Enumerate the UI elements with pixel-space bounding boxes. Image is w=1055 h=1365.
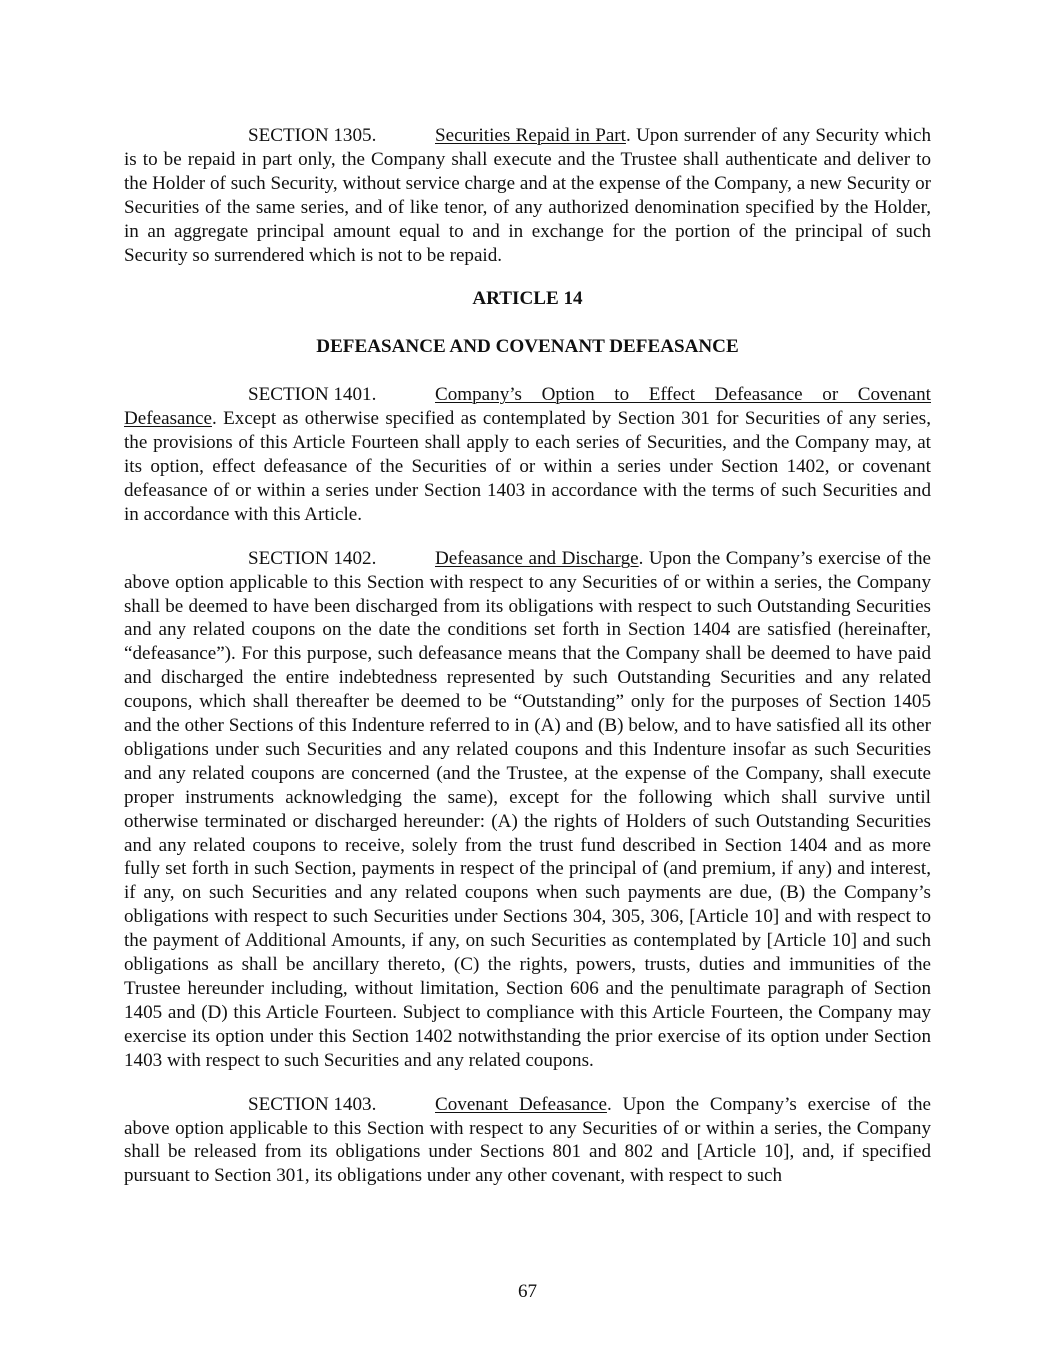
article-title: DEFEASANCE AND COVENANT DEFEASANCE	[316, 336, 739, 358]
section-1401-title: Company’s Option to Effect Defeasance or Covenant Defeasance	[124, 384, 931, 430]
page-number: 67	[517, 1281, 538, 1302]
section-1402	[124, 547, 931, 1073]
section-1402-body: . Upon the Company’s exercise of the above option applicable to this Section with respect to any Securities of or within a series, the Company shall be deemed to have been discharged from its obligations with respect to such Outstanding Securities and any related coupons on the date the conditions set forth in Section 1404 are satisfied (hereinafter, “defeasance”). For this purpose, such defeasance means that the Company shall be deemed to have paid and discharged the entire indebtedness represented by such Outstanding Securities and any related coupons, which shall thereafter be deemed to be “Outstanding” only for the purposes of Section 1405 and the other Sections of this Indenture referred to in (A) and (B) below, and to have satisfied all its other obligations under such Securities and any related coupons and this Indenture insofar as such Securities and any related coupons are concerned (and the Trustee, at the expense of the Company, shall execute proper instruments acknowledging the same), except for the following which shall survive until otherwise terminated or discharged hereunder: (A) the rights of Holders of such Outstanding Securities and any related coupons to receive, solely from the trust fund described in Section 1404 and as more fully set forth in such Section, payments in respect of the principal of (and premium, if any) and interest, if any, on such Securities and any related coupons when such payments are due, (B) the Company’s obligations with respect to such Securities under Sections 304, 305, 306, [Article 10] and with respect to the payment of Additional Amounts, if any, on such Securities as contemplated by [Article 10] and such obligations as shall be ancillary thereto, (C) the rights, powers, trusts, duties and immunities of the Trustee hereunder including, without limitation, Section 606 and the penultimate paragraph of Section 1405 and (D) this Article Fourteen. Subject to compliance with this Article Fourteen, the Company may exercise its option under this Section 1402 notwithstanding the prior exercise of its option under Section 1403 with respect to such Securities and any related coupons.	[124, 547, 931, 1071]
section-1305-body: . Upon surrender of any Security which is to be repaid in part only, the Company shall execute and the Trustee shall authenticate and deliver to the Holder of such Security, without service charge and at the expense of the Company, a new Security or Securities of the same series, and of like tenor, of any authorized denomination specified by the Holder, in an aggregate principal amount equal to and in exchange for the portion of the principal of such Security so surrendered which is not to be repaid.	[124, 125, 931, 266]
section-1402-title: Defeasance and Discharge	[435, 547, 639, 569]
document-page	[124, 124, 931, 1208]
section-1403-number: SECTION 1403.	[248, 1093, 377, 1115]
section-1401-number: SECTION 1401.	[248, 384, 377, 406]
section-1402-number: SECTION 1402.	[248, 547, 377, 569]
section-1401-body: . Except as otherwise specified as contemplated by Section 301 for Securities of any series, the provisions of this Article Fourteen shall apply to each series of Securities, and the Company may, at its option, effect defeasance of the Securities of or within a series under Section 1402, or covenant defeasance of or within a series under Section 1403 in accordance with the terms of such Securities and in accordance with this Article.	[124, 408, 931, 525]
section-1305-number: SECTION 1305.	[248, 125, 377, 146]
section-1403-title: Covenant Defeasance	[435, 1093, 607, 1115]
section-1403-body: . Upon the Company’s exercise of the above option applicable to this Section with respect to any Securities of or within a series, the Company shall be released from its obligations under Sections 801 and 802 and [Article 10], and, if specified pursuant to Section 301, its obligations under any other covenant, with respect to such	[124, 1093, 931, 1187]
section-1401	[124, 383, 931, 526]
article-label: ARTICLE 14	[472, 288, 583, 310]
section-1305	[124, 124, 931, 267]
section-1305-title: Securities Repaid in Part	[435, 125, 626, 146]
section-1403	[124, 1093, 931, 1189]
